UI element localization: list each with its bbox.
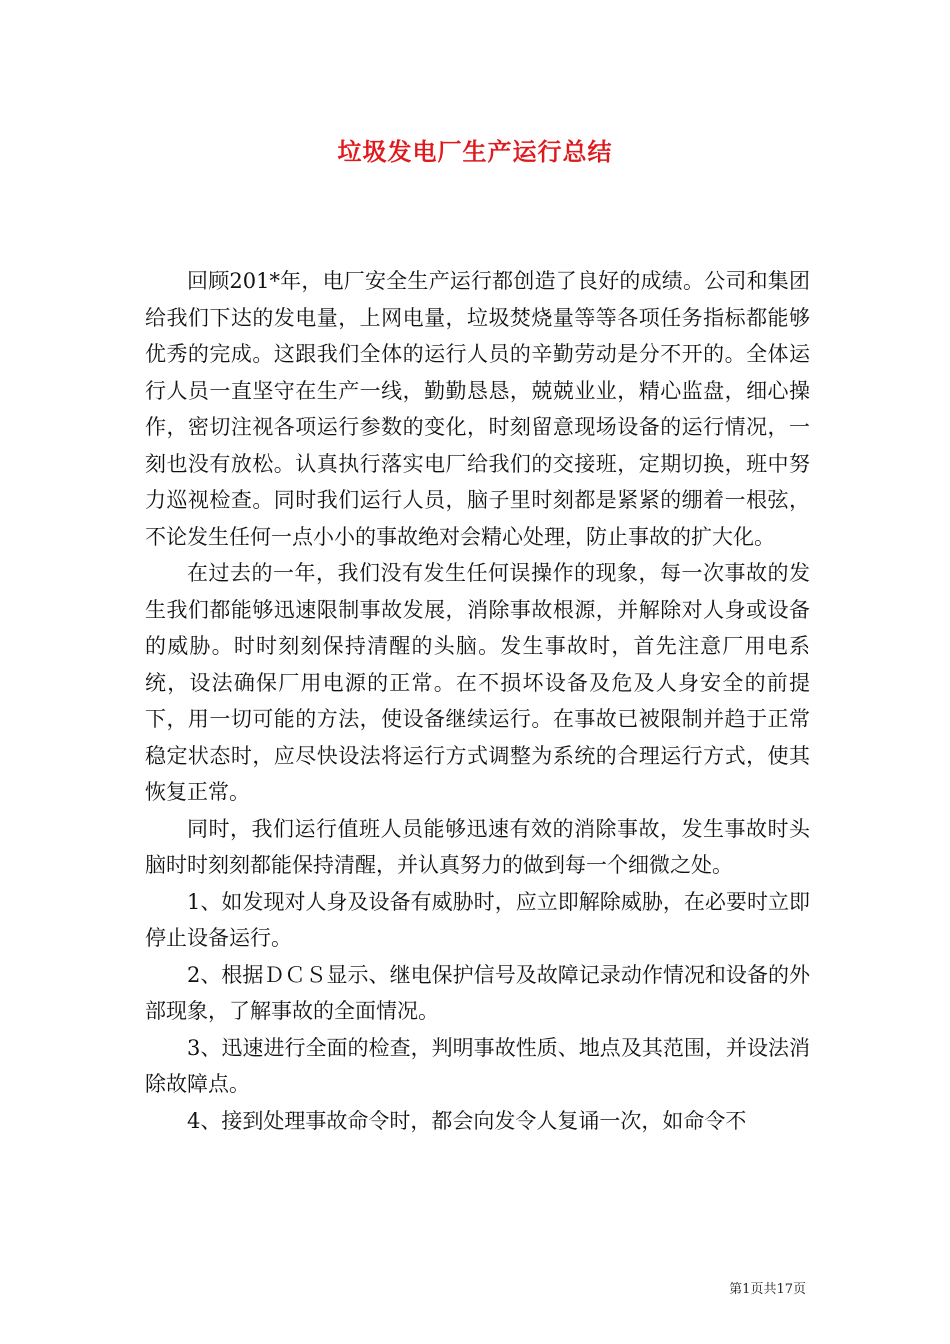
list-item-3: 3、迅速进行全面的检查，判明事故性质、地点及其范围，并设法消除故障点。 [145, 1035, 810, 1096]
paragraph-2: 在过去的一年，我们没有发生任何误操作的现象，每一次事故的发生我们都能够迅速限制事故发展，消除事故根源，并解除对人身或设备的威胁。时时刻刻保持清醒的头脑。发生事故时，首先注意厂用电系统，设法确保厂用电源的正常。在不损坏设备及危及人身安全的前提下，用一切可能的方法，使设备继续运行。在事故已被限制并趋于正常稳定状态时，应尽快设法将运行方式调整为系统的合理运行方式，使其恢复正常。 [145, 561, 810, 804]
list-item-4: 4、接到处理事故命令时，都会向发令人复诵一次，如命令不 [187, 1108, 747, 1133]
document-title: 垃圾发电厂生产运行总结 [337, 137, 613, 166]
paragraph-1: 回顾201*年，电厂安全生产运行都创造了良好的成绩。公司和集团给我们下达的发电量，上网电量，垃圾焚烧量等等各项任务指标都能够优秀的完成。这跟我们全体的运行人员的辛勤劳动是分不开的。全体运行人员一直坚守在生产一线，勤勤恳恳，兢兢业业，精心监盘，细心操作，密切注视各项运行参数的变化，时刻留意现场设备的运行情况，一刻也没有放松。认真执行落实电厂给我们的交接班，定期切换，班中努力巡视检查。同时我们运行人员，脑子里时刻都是紧紧的绷着一根弦，不论发生任何一点小小的事故绝对会精心处理，防止事故的扩大化。 [145, 269, 810, 549]
list-item-1: 1、如发现对人身及设备有威胁时，应立即解除威胁，在必要时立即停止设备运行。 [145, 889, 810, 950]
list-item-2: 2、根据ＤＣＳ显示、继电保护信号及故障记录动作情况和设备的外部现象，了解事故的全面情况。 [145, 962, 810, 1023]
page-number-footer: 第1页共17页 [729, 1282, 806, 1297]
document-body [145, 263, 810, 1139]
paragraph-3: 同时，我们运行值班人员能够迅速有效的消除事故，发生事故时头脑时时刻刻都能保持清醒，并认真努力的做到每一个细微之处。 [145, 816, 810, 877]
